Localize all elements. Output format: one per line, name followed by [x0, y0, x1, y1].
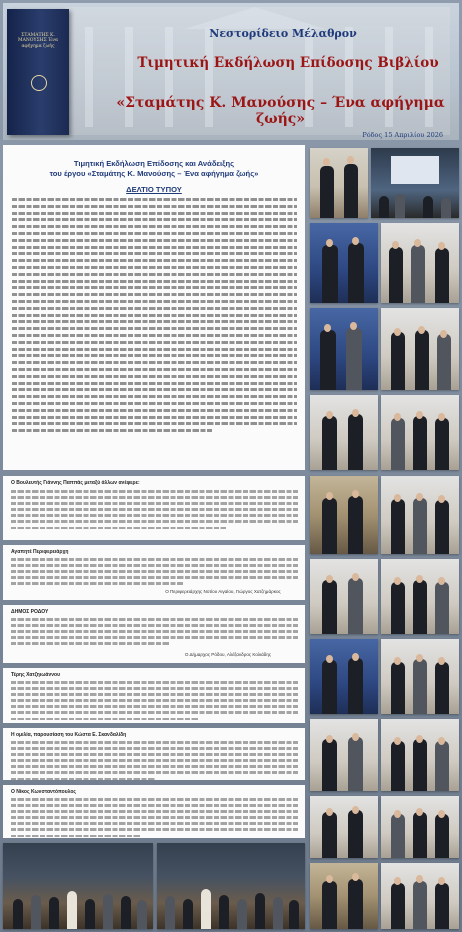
event-photo: [310, 719, 378, 791]
header-banner: [3, 3, 459, 140]
event-photo: [381, 476, 459, 554]
book-emblem-icon: [31, 75, 47, 91]
note-heading: Ο Νίκος Κωνσταντόπουλος: [11, 789, 76, 795]
event-photo: [310, 395, 378, 470]
event-photo: [310, 476, 378, 554]
organization-name: Νεστορίδειο Μέλαθρον: [209, 27, 357, 40]
note-signature: Ο Δήμαρχος Ρόδου, Αλέξανδρος Κολιάδης: [184, 652, 272, 657]
note-text: [11, 618, 298, 645]
column: [85, 27, 93, 127]
audience-photo: [3, 843, 153, 929]
audience-photo-strip: [3, 843, 305, 929]
note-text: [11, 558, 298, 585]
note-text: [11, 741, 298, 780]
press-release-document: [3, 145, 305, 470]
note-box-skandalidis: [3, 728, 305, 780]
note-text: [11, 490, 298, 529]
note-text: [11, 798, 298, 837]
press-body-text: [12, 198, 297, 436]
note-box-municipality: [3, 605, 305, 663]
event-photo: [381, 395, 459, 470]
event-photo: [381, 639, 459, 714]
event-photo: [381, 223, 459, 303]
event-photo: [310, 639, 378, 714]
event-photo: [381, 796, 459, 858]
event-photo: [310, 559, 378, 634]
note-box-mp: [3, 476, 305, 540]
press-title-line1: Τιμητική Εκδήλωση Επίδοσης και Ανάδειξης: [73, 159, 235, 168]
note-heading: ΔΗΜΟΣ ΡΟΔΟΥ: [11, 609, 49, 615]
event-photo: [381, 719, 459, 791]
event-photo: [371, 148, 459, 218]
note-heading: Αγαπητέ Περιφερειάρχη: [11, 549, 69, 555]
note-text: [11, 681, 298, 720]
event-date: Ρόδος 15 Απριλίου 2026: [362, 131, 443, 139]
press-title-line2: του έργου «Σταμάτης Κ. Μανούσης – Ένα αφήγημα ζωής»: [49, 169, 259, 178]
event-photo: [310, 223, 378, 303]
event-photo: [310, 308, 378, 390]
note-heading: Η ομιλία, παρουσίαση του Κώστα Ε. Σκανδαλίδη: [11, 732, 127, 738]
event-photo: [381, 308, 459, 390]
event-photo: [310, 796, 378, 858]
event-title: Τιμητική Εκδήλωση Επίδοσης Βιβλίου: [137, 55, 439, 71]
note-box-konstantopoulos: [3, 785, 305, 838]
event-photo: [381, 559, 459, 634]
audience-photo: [157, 843, 305, 929]
note-box-teris: [3, 668, 305, 723]
event-photo: [381, 863, 459, 929]
building-pediment: [185, 7, 325, 29]
note-heading: Τέρης Χατζηιωάννου: [11, 672, 61, 678]
note-heading: Ο Βουλευτής Γιάννης Παππάς μεταξύ άλλων ανέφερε:: [11, 480, 140, 486]
event-photo: [310, 863, 378, 929]
book-cover-image: [7, 9, 69, 135]
press-subtitle: ΔΕΛΤΙΟ ΤΥΠΟΥ: [126, 185, 182, 194]
book-title: «Σταμάτης Κ. Μανούσης – Ένα αφήγημα ζωής»: [116, 95, 445, 127]
note-signature: Ο Περιφερειάρχης Νοτίου Αιγαίου, Γιώργος Χατζημάρκος: [165, 589, 281, 594]
note-box-region: [3, 545, 305, 600]
book-cover-text: ΣΤΑΜΑΤΗΣ Κ. ΜΑΝΟΥΣΗΣ Ένα αφήγημα ζωής: [18, 33, 58, 49]
event-photo: [310, 148, 368, 218]
